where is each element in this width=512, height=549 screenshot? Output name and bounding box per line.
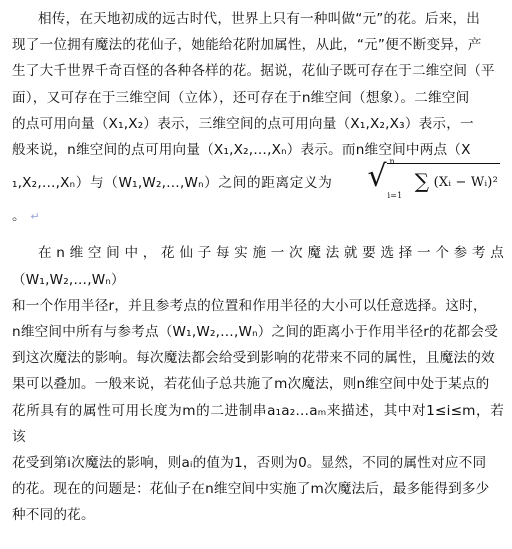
distance-formula [341, 157, 500, 203]
p2-line-1: 在n维空间中，花仙子每实施一次魔法就要选择一个参考点（W₁,W₂,…,Wₙ） [12, 245, 504, 288]
p2-line-6: 花所具有的属性可用长度为m的二进制串a₁a₂…aₘ来描述，其中对1≤i≤m，若该 [12, 402, 504, 445]
p2-line-9: 种不同的花。 [12, 507, 95, 524]
p1-line-5: 的点可用向量（X₁,X₂）表示，三维空间的点可用向量（X₁,X₂,X₃）表示，一 [12, 115, 474, 132]
p1-tail: 。 [12, 208, 26, 225]
p2-line-5: 果可以叠加。一般来说，若花仙子总共施了m次魔法，则n维空间中处于某点的 [12, 376, 490, 393]
sigma-symbol: ∑ [414, 169, 430, 194]
p1-line-2: 现了一位拥有魔法的花仙子，她能给花附加属性，从此，“元”便不断变异，产 [12, 37, 482, 54]
p1-line-6: 般来说，n维空间的点可用向量（X₁,X₂,…,Xₙ）表示。而n维空间中两点（X [12, 142, 471, 159]
paragraph-2 [12, 240, 504, 528]
p2-line-8: 的花。现在的问题是：花仙子在n维空间中实施了m次魔法后，最多能得到多少 [12, 481, 490, 498]
p1-line-3: 生了大千世界千奇百怪的各种各样的花。据说，花仙子既可存在于二维空间（平 [12, 63, 495, 80]
document-body [12, 6, 504, 529]
p2-line-2: 和一个作用半径r，并且参考点的位置和作用半径的大小可以任意选择。这时， [12, 297, 487, 314]
paragraph-1 [12, 6, 504, 230]
p2-line-7: 花受到第i次魔法的影响，则aᵢ的值为1，否则为0。显然，不同的属性对应不同 [12, 455, 487, 472]
p1-line-4: 面），又可存在于三维空间（立体），还可存在于n维空间（想象）。二维空间 [12, 89, 470, 106]
sum-upper-limit: n [389, 157, 395, 167]
paragraph-return-mark: ↵ [30, 210, 40, 224]
p2-line-3: n维空间中所有与参考点（W₁,W₂,…,Wₙ）之间的距离小于作用半径r的花都会受 [12, 324, 499, 341]
sum-lower-limit: i=1 [387, 191, 403, 201]
radicand [387, 157, 500, 201]
sqrt-sign: √ [367, 159, 387, 195]
sum-expression: (Xᵢ − Wᵢ)² [433, 175, 498, 191]
p1-line-1: 相传，在天地初成的远古时代，世界上只有一种叫做“元”的花。后来，出 [38, 11, 481, 27]
p2-line-4: 到这次魔法的影响。每次魔法都会给受到影响的花带来不同的属性，且魔法的效 [12, 350, 495, 367]
p1-line-7: ₁,X₂,…,Xₙ）与（W₁,W₂,…,Wₙ）之间的距离定义为 [12, 175, 333, 192]
